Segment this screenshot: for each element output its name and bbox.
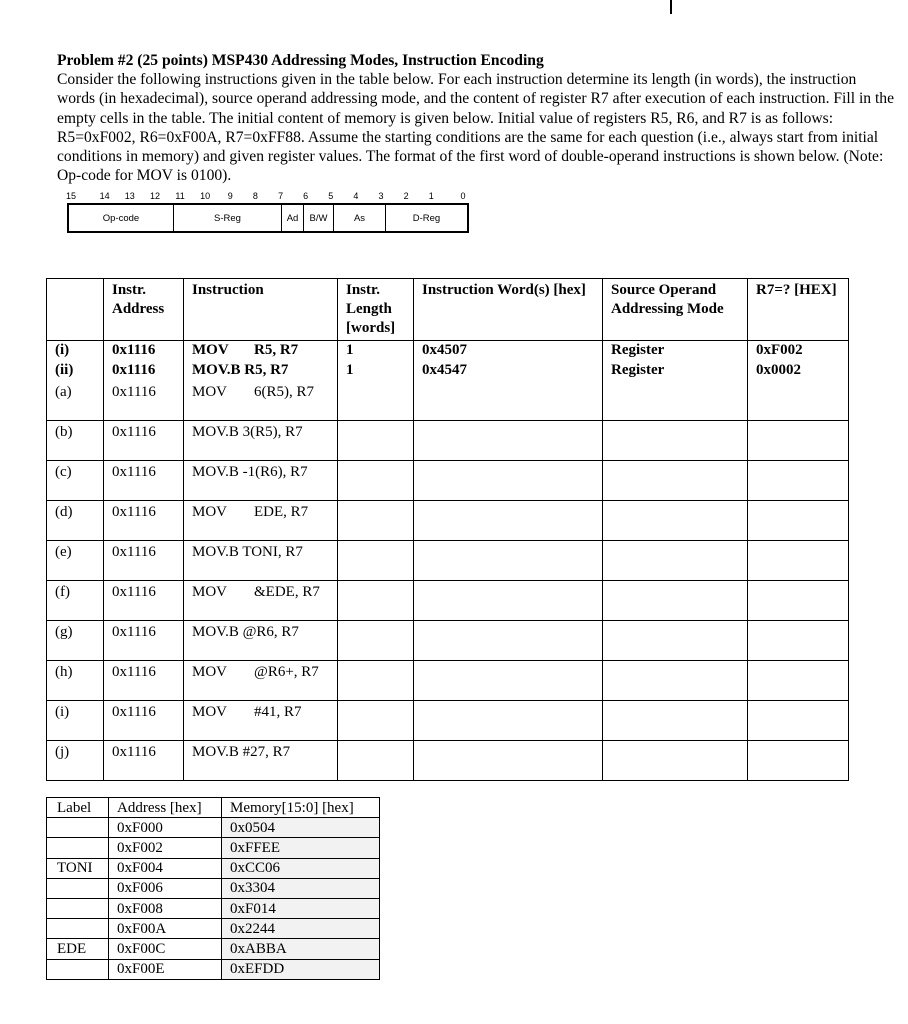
words-answer-cell[interactable] [414, 701, 603, 741]
question-row [47, 661, 849, 701]
opcode: MOV.B [192, 464, 239, 480]
memory-row [47, 919, 380, 939]
bit-number: 4 [353, 191, 359, 201]
operands: #41, R7 [254, 704, 302, 720]
opcode: MOV.B [192, 361, 241, 378]
bit-number-row [67, 191, 469, 201]
instruction [184, 501, 338, 541]
length-answer-cell[interactable] [338, 701, 414, 741]
mode-answer-cell[interactable] [603, 461, 748, 501]
r7-answer-cell[interactable] [748, 501, 849, 541]
operands: #27, R7 [242, 744, 291, 760]
addressing-mode: Register [603, 341, 748, 361]
instruction [184, 381, 338, 421]
words-answer-cell[interactable] [414, 501, 603, 541]
mode-answer-cell[interactable] [603, 661, 748, 701]
mem-header-value: Memory[15:0] [hex] [222, 798, 380, 818]
r7-answer-cell[interactable] [748, 381, 849, 421]
bit-number: 13 [124, 191, 135, 201]
mem-address: 0xF004 [109, 858, 222, 878]
mem-label: EDE [47, 939, 109, 959]
r7-answer-cell[interactable] [748, 581, 849, 621]
mode-answer-cell[interactable] [603, 381, 748, 421]
r7-answer-cell[interactable] [748, 541, 849, 581]
row-id: (d) [47, 501, 104, 541]
mode-answer-cell[interactable] [603, 421, 748, 461]
row-id: (i) [47, 341, 104, 361]
instr-words: 0x4547 [414, 361, 603, 381]
r7-answer-cell[interactable] [748, 661, 849, 701]
instr-address: 0x1116 [104, 501, 184, 541]
r7-answer-cell[interactable] [748, 421, 849, 461]
words-answer-cell[interactable] [414, 741, 603, 781]
mem-label [47, 959, 109, 979]
field-dreg: D-Reg [385, 205, 467, 231]
mem-label [47, 818, 109, 838]
r7-value: 0x0002 [748, 361, 849, 381]
example-row [47, 361, 849, 381]
length-answer-cell[interactable] [338, 621, 414, 661]
bit-number: 2 [403, 191, 409, 201]
bit-number: 12 [149, 191, 161, 201]
page-edge-mark [670, 0, 672, 14]
instr-address: 0x1116 [104, 741, 184, 781]
length-answer-cell[interactable] [338, 581, 414, 621]
words-answer-cell[interactable] [414, 581, 603, 621]
r7-answer-cell[interactable] [748, 701, 849, 741]
question-row [47, 621, 849, 661]
mem-address: 0xF002 [109, 838, 222, 858]
operands: @R6+, R7 [254, 664, 319, 680]
problem-description: Consider the following instructions given in the table below. For each instruction determine its length (in words), the instruction words (in hexadecimal), source operand addressing mode, and the content of register R7 after execution of each instruction. Fill in the empty cells in the table. The initial content of memory is given below. Initial value of registers R5, R6, and R7 is as follows: R5=0xF002, R6=0xF00A, R7=0xFF88. Assume the starting conditions are the same for each question (i.e., always start from initial conditions in memory) and given register values. The format of the first word of double-operand instructions is shown below. (Note: Op-code for MOV is 0100). [57, 71, 895, 185]
field-bw: B/W [303, 205, 333, 231]
bit-number: 8 [252, 191, 258, 201]
words-answer-cell[interactable] [414, 661, 603, 701]
length-answer-cell[interactable] [338, 741, 414, 781]
instr-address: 0x1116 [104, 661, 184, 701]
mem-address: 0xF00A [109, 919, 222, 939]
memory-row [47, 959, 380, 979]
opcode: MOV [192, 342, 229, 358]
instr-address: 0x1116 [104, 461, 184, 501]
table-header-row [47, 279, 849, 341]
instr-words: 0x4507 [414, 341, 603, 361]
instr-address: 0x1116 [104, 381, 184, 421]
mem-label [47, 898, 109, 918]
question-row [47, 461, 849, 501]
mem-value: 0x0504 [222, 818, 380, 838]
mode-answer-cell[interactable] [603, 701, 748, 741]
instruction [184, 661, 338, 701]
mode-answer-cell[interactable] [603, 621, 748, 661]
instr-address: 0x1116 [104, 621, 184, 661]
row-id: (i) [47, 701, 104, 741]
col-header-words: Instruction Word(s) [hex] [414, 279, 603, 341]
instr-address: 0x1116 [104, 581, 184, 621]
words-answer-cell[interactable] [414, 621, 603, 661]
instruction [184, 541, 338, 581]
operands: EDE, R7 [254, 504, 309, 520]
opcode: MOV [192, 383, 228, 400]
instr-length: 1 [338, 361, 414, 381]
instr-address: 0x1116 [104, 541, 184, 581]
mem-value: 0x2244 [222, 919, 380, 939]
length-answer-cell[interactable] [338, 661, 414, 701]
bit-number: 11 [175, 191, 185, 201]
instruction [184, 621, 338, 661]
opcode: MOV [192, 704, 228, 720]
opcode: MOV.B [192, 544, 239, 560]
r7-answer-cell[interactable] [748, 461, 849, 501]
memory-table [46, 797, 380, 980]
mem-address: 0xF008 [109, 898, 222, 918]
length-answer-cell[interactable] [338, 421, 414, 461]
mem-label [47, 838, 109, 858]
instruction [184, 361, 338, 381]
memory-row [47, 858, 380, 878]
length-answer-cell[interactable] [338, 381, 414, 421]
memory-row [47, 898, 380, 918]
instruction-format-diagram [67, 203, 469, 233]
operands: R5, R7 [254, 342, 299, 358]
memory-row [47, 939, 380, 959]
instruction [184, 421, 338, 461]
mem-header-address: Address [hex] [109, 798, 222, 818]
length-answer-cell[interactable] [338, 501, 414, 541]
memory-row [47, 878, 380, 898]
operands: @R6, R7 [242, 624, 299, 640]
instr-address: 0x1116 [104, 421, 184, 461]
opcode: MOV [192, 584, 228, 600]
mem-address: 0xF000 [109, 818, 222, 838]
col-header-r7: R7=? [HEX] [748, 279, 849, 341]
question-row [47, 701, 849, 741]
bit-number: 10 [200, 191, 211, 201]
row-id: (j) [47, 741, 104, 781]
row-id: (e) [47, 541, 104, 581]
words-answer-cell[interactable] [414, 541, 603, 581]
r7-value: 0xF002 [748, 341, 849, 361]
words-answer-cell[interactable] [414, 421, 603, 461]
row-id: (ii) [47, 361, 104, 381]
memory-header-row [47, 798, 380, 818]
addressing-mode: Register [603, 361, 748, 381]
operands: R5, R7 [244, 361, 289, 378]
bit-number: 0 [460, 191, 466, 201]
question-row [47, 381, 849, 421]
words-answer-cell[interactable] [414, 461, 603, 501]
opcode: MOV.B [192, 624, 239, 640]
field-opcode: Op-code [102, 212, 140, 224]
mem-address: 0xF00E [109, 959, 222, 979]
col-header-instruction: Instruction [184, 279, 338, 341]
opcode: MOV [192, 504, 228, 520]
operands: 6(R5), R7 [254, 383, 314, 400]
instruction [184, 741, 338, 781]
mem-value: 0xF014 [222, 898, 380, 918]
operands: 3(R5), R7 [242, 424, 303, 440]
mem-value: 0xEFDD [222, 959, 380, 979]
bit-number: 3 [378, 191, 384, 201]
mem-value: 0xABBA [222, 939, 380, 959]
instr-address: 0x1116 [104, 701, 184, 741]
instr-length: 1 [338, 341, 414, 361]
opcode: MOV.B [192, 744, 239, 760]
bit-number: 5 [328, 191, 334, 201]
field-ad: Ad [281, 205, 303, 231]
col-header-address: Instr. Address [104, 279, 184, 341]
instruction [184, 461, 338, 501]
question-row [47, 741, 849, 781]
mem-address: 0xF00C [109, 939, 222, 959]
row-id: (b) [47, 421, 104, 461]
bit-number: 1 [428, 191, 434, 201]
mode-answer-cell[interactable] [603, 741, 748, 781]
mem-address: 0xF006 [109, 878, 222, 898]
operands: -1(R6), R7 [242, 464, 308, 480]
bit-number: 6 [303, 191, 309, 201]
memory-row [47, 838, 380, 858]
mem-value: 0x3304 [222, 878, 380, 898]
bit-number: 9 [227, 191, 233, 201]
row-id: (c) [47, 461, 104, 501]
col-header-id [47, 279, 104, 341]
mode-answer-cell[interactable] [603, 581, 748, 621]
col-header-length: Instr. Length [words] [338, 279, 414, 341]
mode-answer-cell[interactable] [603, 541, 748, 581]
instruction [184, 701, 338, 741]
operands: TONI, R7 [242, 544, 303, 560]
question-row [47, 421, 849, 461]
instr-address: 0x1116 [104, 361, 184, 381]
instruction [184, 581, 338, 621]
bit-number: 15 [65, 191, 77, 201]
example-row [47, 341, 849, 361]
words-answer-cell[interactable] [414, 381, 603, 421]
opcode: MOV [192, 664, 228, 680]
question-row [47, 581, 849, 621]
row-id: (a) [47, 381, 104, 421]
mem-value: 0xCC06 [222, 858, 380, 878]
instr-address: 0x1116 [104, 341, 184, 361]
length-answer-cell[interactable] [338, 541, 414, 581]
mem-header-label: Label [47, 798, 109, 818]
question-row [47, 541, 849, 581]
field-sreg: S-Reg [173, 205, 281, 231]
mem-value: 0xFFEE [222, 838, 380, 858]
opcode: MOV.B [192, 424, 239, 440]
r7-answer-cell[interactable] [748, 741, 849, 781]
length-answer-cell[interactable] [338, 461, 414, 501]
r7-answer-cell[interactable] [748, 621, 849, 661]
mem-label [47, 878, 109, 898]
problem-statement [57, 51, 897, 185]
row-id: (f) [47, 581, 104, 621]
instruction [184, 341, 338, 361]
memory-row [47, 818, 380, 838]
problem-title: Problem #2 (25 points) MSP430 Addressing Modes, Instruction Encoding [57, 52, 544, 69]
row-id: (g) [47, 621, 104, 661]
col-header-mode: Source Operand Addressing Mode [603, 279, 748, 341]
row-id: (h) [47, 661, 104, 701]
question-row [47, 501, 849, 541]
mem-label [47, 919, 109, 939]
bit-number: 7 [278, 191, 284, 201]
operands: &EDE, R7 [254, 584, 320, 600]
bit-number: 14 [99, 191, 110, 201]
instruction-table [46, 278, 849, 781]
mem-label: TONI [47, 858, 109, 878]
mode-answer-cell[interactable] [603, 501, 748, 541]
field-as: As [333, 205, 385, 231]
